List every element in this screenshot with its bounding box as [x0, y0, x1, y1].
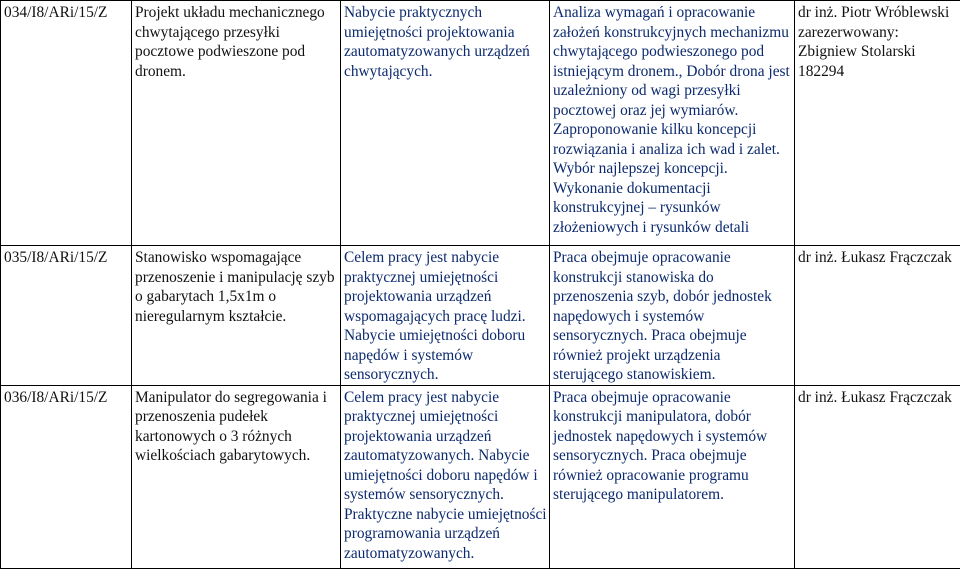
topic-title: Stanowisko wspomagające przenoszenie i manipulację szyb o gabarytach 1,5x1m o nieregularnym kształcie. — [135, 249, 335, 325]
topic-title-cell — [132, 385, 341, 568]
topic-goal-cell — [341, 385, 550, 568]
topic-title-cell — [132, 246, 341, 386]
topic-goal: Celem pracy jest nabycie praktycznej umiejętności projektowania urządzeń wspomagających pracę ludzi. Nabycie umiejętności doboru napędów i systemów sensorycznych. — [344, 249, 526, 383]
topic-code-cell — [1, 1, 132, 246]
topic-supervisor: dr inż. Łukasz Frączczak — [798, 388, 952, 406]
topic-scope-cell — [550, 385, 795, 568]
topic-title-cell — [132, 1, 341, 246]
topic-code: 036/I8/ARi/15/Z — [4, 388, 108, 406]
topic-goal-cell — [341, 1, 550, 246]
topic-scope: Analiza wymagań i opracowanie założeń konstrukcyjnych mechanizmu chwytającego podwieszonego pod istniejącym dronem., Dobór drona jest uzależniony od wagi przesyłki pocztowej oraz jej wymiarów. Zaproponowanie kilku koncepcji rozwiązania i analiza ich wad i zalet. Wybór najlepszej koncepcji. Wykonanie dokumentacji konstrukcyjnej – rysunków złożeniowych i rysunków detali — [553, 4, 790, 236]
topic-supervisor-cell — [795, 246, 960, 386]
topic-title: Manipulator do segregowania i przenoszenia pudełek kartonowych o 3 różnych wielkościach gabarytowych. — [135, 388, 327, 464]
table-row — [1, 1, 960, 246]
table-row — [1, 385, 960, 568]
topic-scope: Praca obejmuje opracowanie konstrukcji manipulatora, dobór jednostek napędowych i systemów sensorycznych. Praca obejmuje również opracowanie programu sterującego manipulatorem. — [553, 388, 768, 503]
topic-supervisor-cell — [795, 1, 960, 246]
topic-scope-cell — [550, 246, 795, 386]
topic-scope-cell — [550, 1, 795, 246]
topic-code: 034/I8/ARi/15/Z — [4, 4, 108, 21]
topic-scope: Praca obejmuje opracowanie konstrukcji stanowiska do przenoszenia szyb, dobór jednostek napędowych i systemów sensorycznych. Praca obejmuje również projekt urządzenia sterującego stanowiskiem. — [553, 249, 772, 383]
topic-goal: Nabycie praktycznych umiejętności projektowania zautomatyzowanych urządzeń chwytających. — [344, 4, 530, 80]
topic-supervisor: dr inż. Łukasz Frączczak — [798, 249, 952, 266]
topic-code-cell — [1, 246, 132, 386]
topic-supervisor-cell — [795, 385, 960, 568]
topic-code-cell — [1, 385, 132, 568]
topic-title: Projekt układu mechanicznego chwytającego przesyłki pocztowe podwieszone pod dronem. — [135, 4, 325, 80]
topic-supervisor: dr inż. Piotr Wróblewski zarezerwowany: Zbigniew Stolarski 182294 — [798, 4, 950, 80]
table-row — [1, 246, 960, 386]
topic-code: 035/I8/ARi/15/Z — [4, 249, 108, 266]
topic-goal: Celem pracy jest nabycie praktycznej umiejętności projektowania urządzeń zautomatyzowanych. Nabycie umiejętności doboru napędów i systemów sensorycznych. Praktyczne nabycie umiejętności programowania urządzeń zautomatyzowanych. — [344, 388, 547, 562]
topic-goal-cell — [341, 246, 550, 386]
